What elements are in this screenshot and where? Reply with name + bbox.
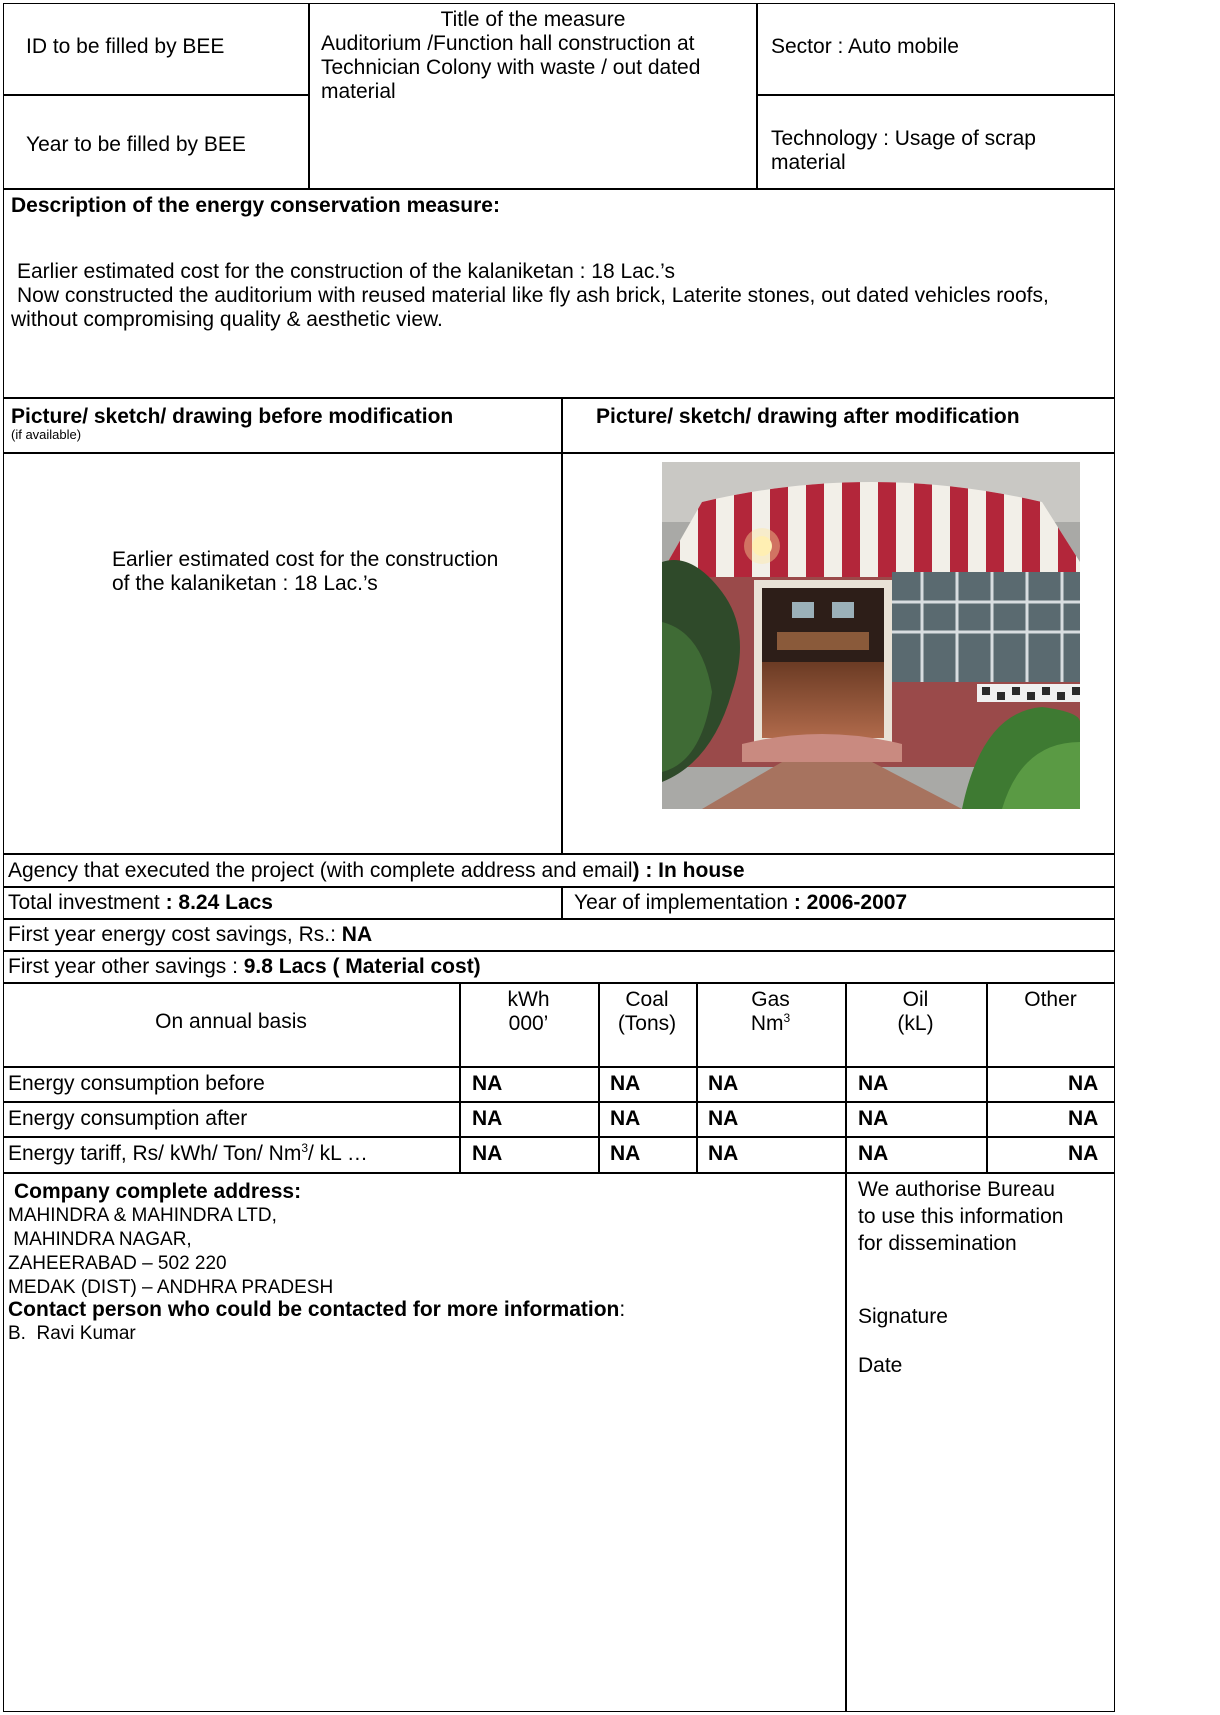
col-gas-header: [696, 988, 845, 1036]
row-before-coal: NA: [610, 1072, 641, 1095]
table-row-3: [3, 1136, 1115, 1138]
company-line-3: ZAHEERABAD – 502 220: [8, 1253, 227, 1274]
auditorium-photo: [662, 462, 1080, 809]
investment-label: Total investment: [8, 891, 166, 914]
col-coal-l1: Coal: [625, 988, 669, 1011]
title-heading: Title of the measure: [440, 8, 626, 31]
header-bottom-line: [3, 188, 1115, 190]
col-other-header: [986, 988, 1115, 1012]
implementation-row: [574, 891, 907, 915]
agency-label: Agency that executed the project (with complete address and email: [8, 859, 633, 882]
contact-name: B. Ravi Kumar: [8, 1323, 136, 1344]
description-bottom-line: [3, 397, 1115, 399]
before-heading: Picture/ sketch/ drawing before modification: [11, 405, 454, 428]
picture-divider: [561, 397, 563, 854]
contact-colon: :: [619, 1298, 626, 1321]
investment-row: [8, 891, 273, 915]
row-tariff-oil: NA: [858, 1142, 889, 1165]
id-label: ID to be filled by BEE: [26, 35, 225, 58]
row-tariff-sup: 3: [301, 1141, 309, 1155]
after-heading: Picture/ sketch/ drawing after modification: [596, 405, 1020, 428]
table-corner-label: On annual basis: [155, 1010, 307, 1033]
authorise-line-2: to use this information: [858, 1205, 1064, 1228]
col-kwh-header: [459, 988, 598, 1036]
other-savings-label: First year other savings :: [8, 955, 244, 978]
technology-label: Technology : Usage of scrap material: [771, 127, 1036, 174]
other-savings-row: [8, 955, 481, 979]
company-heading: Company complete address:: [14, 1180, 302, 1203]
row-before-label: Energy consumption before: [8, 1072, 265, 1095]
authorise-line-1: We authorise Bureau: [858, 1178, 1055, 1201]
row-before-kwh: NA: [472, 1072, 503, 1095]
contact-heading: Contact person who could be contacted for more information: [8, 1298, 620, 1321]
description-heading: Description of the energy conservation measure:: [11, 194, 500, 217]
energy-savings-label: First year energy cost savings, Rs.:: [8, 923, 342, 946]
contact-row: [8, 1298, 625, 1322]
investment-divider: [561, 886, 563, 919]
table-bottom-line: [3, 1172, 1115, 1174]
other-savings-value: 9.8 Lacs ( Material cost): [243, 955, 481, 978]
header-divider-2: [756, 3, 758, 189]
before-note: (if available): [11, 427, 82, 442]
company-divider: [845, 1172, 847, 1712]
row-after-oil: NA: [858, 1107, 889, 1130]
implementation-value: : 2006-2007: [793, 891, 908, 914]
title-text: Auditorium /Function hall construction at Technician Colony with waste / out dated material: [321, 32, 701, 103]
description-line-2: Now constructed the auditorium with reused material like fly ash brick, Laterite stones, out dated vehicles roofs, without compromising quality & aesthetic view.: [11, 284, 1049, 331]
row-tariff-coal: NA: [610, 1142, 641, 1165]
row-before-oil: NA: [858, 1072, 889, 1095]
date-label: Date: [858, 1354, 903, 1377]
implementation-label: Year of implementation: [574, 891, 794, 914]
before-text: Earlier estimated cost for the construction of the kalaniketan : 18 Lac.’s: [112, 548, 499, 595]
col-kwh-l2: 000’: [508, 1012, 549, 1035]
agency-row: [8, 859, 745, 883]
row-tariff-kwh: NA: [472, 1142, 503, 1165]
col-kwh-l1: kWh: [507, 988, 550, 1011]
col-oil-header: [845, 988, 986, 1036]
col-coal-header: [598, 988, 696, 1036]
row-after-gas: NA: [708, 1107, 739, 1130]
col-oil-l2: (kL): [897, 1012, 934, 1035]
table-row-2: [3, 1101, 1115, 1103]
col-other-l1: Other: [1024, 988, 1077, 1011]
signature-label: Signature: [858, 1305, 948, 1328]
energy-savings-value: NA: [341, 923, 373, 946]
row-tariff-label-tail: / kL …: [308, 1142, 368, 1165]
agency-value: ) : In house: [632, 859, 745, 882]
energy-savings-row: [8, 923, 372, 947]
col-oil-l1: Oil: [902, 988, 929, 1011]
row-before-other: NA: [1068, 1072, 1099, 1095]
row-line-4: [3, 982, 1115, 984]
table-row-1: [3, 1066, 1115, 1068]
row-after-label: Energy consumption after: [8, 1107, 248, 1130]
col-gas-l2: Nm: [750, 1012, 784, 1035]
row-line-3: [3, 950, 1115, 952]
investment-value: : 8.24 Lacs: [165, 891, 273, 914]
row-before-gas: NA: [708, 1072, 739, 1095]
row-line-2: [3, 918, 1115, 920]
picture-header-bottom-line: [3, 452, 1115, 454]
picture-bottom-line: [3, 853, 1115, 855]
sector-label: Sector : Auto mobile: [771, 35, 959, 58]
row-tariff-label: [8, 1142, 368, 1166]
row-line-1: [3, 886, 1115, 888]
auditorium-photo-drawing: [662, 462, 1080, 809]
row-after-other: NA: [1068, 1107, 1099, 1130]
col-gas-l2-wrap: [696, 1012, 845, 1036]
header-row-divider-left: [3, 94, 309, 96]
company-line-2: MAHINDRA NAGAR,: [8, 1229, 192, 1250]
row-tariff-label-text: Energy tariff, Rs/ kWh/ Ton/ Nm: [8, 1142, 302, 1165]
col-gas-sup: 3: [783, 1011, 791, 1025]
row-tariff-other: NA: [1068, 1142, 1099, 1165]
company-line-1: MAHINDRA & MAHINDRA LTD,: [8, 1205, 277, 1226]
year-label: Year to be filled by BEE: [26, 133, 246, 156]
row-after-coal: NA: [610, 1107, 641, 1130]
col-coal-l2: (Tons): [617, 1012, 677, 1035]
company-line-4: MEDAK (DIST) – ANDHRA PRADESH: [8, 1277, 334, 1298]
authorise-line-3: for dissemination: [858, 1232, 1017, 1255]
col-gas-l1: Gas: [751, 988, 790, 1011]
row-after-kwh: NA: [472, 1107, 503, 1130]
row-tariff-gas: NA: [708, 1142, 739, 1165]
header-row-divider-right: [756, 94, 1115, 96]
description-line-1: Earlier estimated cost for the construction of the kalaniketan : 18 Lac.’s: [17, 260, 675, 283]
